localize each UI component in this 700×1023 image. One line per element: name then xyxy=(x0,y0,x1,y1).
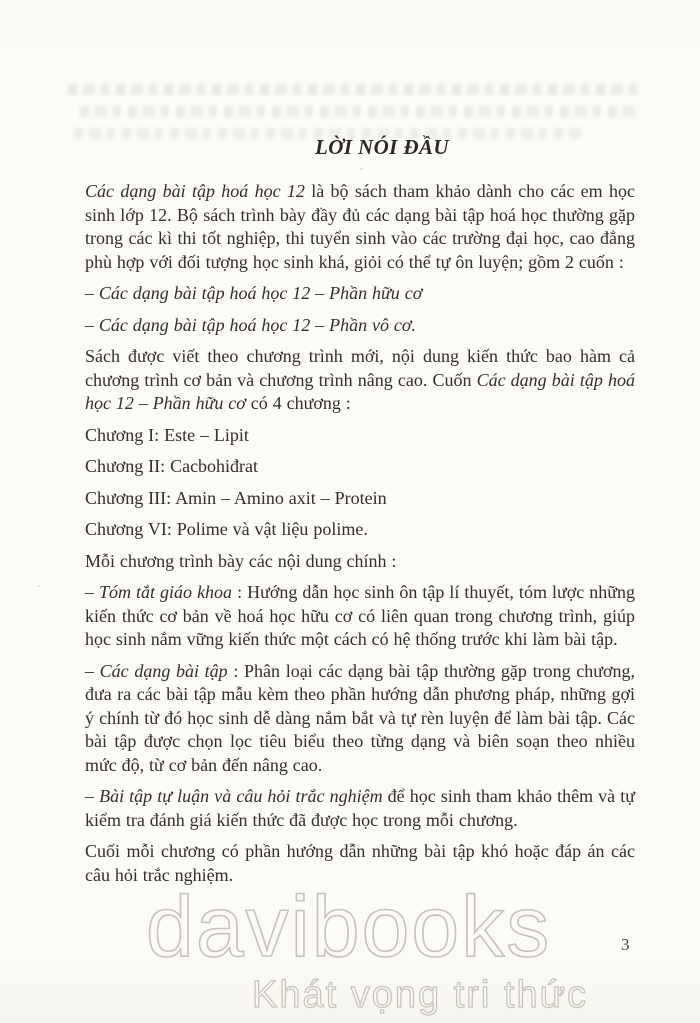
text-segment: Chương I: Este – Lipit xyxy=(85,424,249,445)
bleed-through-line xyxy=(80,106,639,117)
italic-text-segment: Các dạng bài tập hoá học 12 – Phần hữu cơ xyxy=(85,369,635,413)
italic-text-segment: – Các dạng bài tập xyxy=(85,660,228,681)
paragraph xyxy=(85,785,635,832)
text-segment: : Phân loại các dạng bài tập thường gặp trong chương, đưa ra các bài tập mẫu kèm theo phần hướng dẫn phương pháp, những gợi ý chính từ đó học sinh dễ dàng nắm bắt và tự rèn luyện để làm bài tập. Các bài tập được chọn lọc tiêu biểu theo từng dạng và biên soạn theo nhiều mức độ, từ cơ bản đến nâng cao. xyxy=(85,660,635,775)
text-segment: Sách được viết theo chương trình mới, nội dung kiến thức bao hàm cả chương trình cơ bản và chương trình nâng cao. Cuốn xyxy=(85,346,635,390)
paragraph xyxy=(85,282,635,306)
preface-content xyxy=(85,134,635,895)
italic-text-segment: – Tóm tắt giáo khoa xyxy=(85,582,233,602)
scan-speck xyxy=(38,585,40,587)
italic-text-segment: – Bài tập tự luận và câu hỏi trắc nghiệm xyxy=(85,786,383,806)
paragraph xyxy=(85,660,635,778)
text-segment: : Hướng dẫn học sinh ôn tập lí thuyết, tóm lược những kiến thức cơ bản về hoá học hữu cơ có liên quan trong chương trình, giúp học sinh nắm vững kiến thức một cách có hệ thống trước khi làm bài tập. xyxy=(85,582,635,649)
text-segment: Chương II: Cacbohiđrat xyxy=(85,456,259,476)
italic-text-segment: – Các dạng bài tập hoá học 12 – Phần hữu cơ xyxy=(85,283,423,303)
watermark-slogan: Khát vọng tri thức xyxy=(252,974,589,1016)
text-segment: là bộ sách tham khảo dành cho các em học sinh lớp 12. Bộ sách trình bày đầy đủ các dạng bài tập hoá học thường gặp trong các kì thi tốt nghiệp, thi tuyển sinh vào các trường đại học, cao đẳng phù hợp với đối tượng học sinh khá, giỏi có thể tự ôn luyện; gồm 2 cuốn : xyxy=(85,181,635,272)
paragraph xyxy=(85,424,635,448)
paragraph xyxy=(85,550,635,574)
text-segment: có 4 chương : xyxy=(245,393,351,413)
italic-text-segment: Các dạng bài tập hoá học 12 xyxy=(85,181,305,201)
watermark-brand: davibooks xyxy=(146,879,552,975)
paragraph xyxy=(85,581,635,652)
bleed-through-line xyxy=(68,84,644,95)
paragraph xyxy=(85,455,635,479)
page-number: 3 xyxy=(621,935,630,954)
text-segment: Cuối mỗi chương có phần hướng dẫn những bài tập khó hoặc đáp án các câu hỏi trắc nghiệm. xyxy=(85,841,635,885)
italic-text-segment: – Các dạng bài tập hoá học 12 – Phần vô cơ. xyxy=(85,314,416,335)
text-segment: Mỗi chương trình bày các nội dung chính : xyxy=(85,550,397,571)
text-segment: để học sinh tham khảo thêm và tự kiểm tra đánh giá kiến thức đã được học trong mỗi chương. xyxy=(85,786,635,830)
text-segment: Chương VI: Polime và vật liệu polime. xyxy=(85,519,368,539)
paragraph-list xyxy=(85,180,635,887)
paragraph xyxy=(85,314,635,338)
text-segment: Chương III: Amin – Amino axit – Protein xyxy=(85,487,387,508)
paragraph xyxy=(85,180,635,274)
paragraph xyxy=(85,345,635,416)
page-title: LỜI NÓI ĐẦU xyxy=(315,135,449,159)
paragraph xyxy=(85,518,635,542)
paragraph xyxy=(85,487,635,511)
